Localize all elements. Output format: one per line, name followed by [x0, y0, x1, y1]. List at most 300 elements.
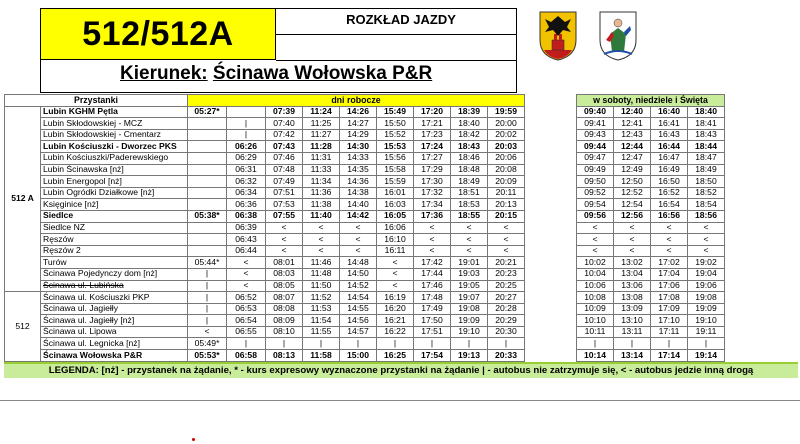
weekend-time: 16:44 — [651, 141, 688, 153]
weekend-time: < — [651, 234, 688, 246]
weekend-time: 09:54 — [577, 199, 614, 211]
weekend-time: 18:47 — [688, 152, 725, 164]
table-row — [5, 106, 725, 118]
weekday-time: 11:40 — [303, 210, 340, 222]
weekday-time: 14:50 — [340, 268, 377, 280]
weekday-time: 14:57 — [340, 326, 377, 338]
weekend-time: < — [614, 234, 651, 246]
weekday-time: 20:02 — [488, 129, 525, 141]
weekend-time: 17:08 — [651, 292, 688, 304]
weekend-time: 19:10 — [688, 315, 725, 327]
weekday-time: < — [340, 222, 377, 234]
weekday-time: 14:52 — [340, 280, 377, 292]
stop-name: Lubin Kościuszki - Dworzec PKS — [41, 141, 188, 153]
weekday-time: 06:55 — [227, 326, 266, 338]
weekday-time: 17:32 — [414, 187, 451, 199]
weekday-time: 17:54 — [414, 350, 451, 362]
weekday-time: 11:58 — [303, 350, 340, 362]
weekday-time: < — [227, 280, 266, 292]
stops-header: Przystanki — [5, 95, 188, 107]
weekday-time: 20:29 — [488, 315, 525, 327]
weekday-time: 20:06 — [488, 152, 525, 164]
weekday-time: < — [227, 257, 266, 269]
weekday-time: < — [303, 234, 340, 246]
weekday-time: 11:55 — [303, 326, 340, 338]
weekday-time: 14:35 — [340, 164, 377, 176]
weekday-time: 07:51 — [266, 187, 303, 199]
gap-cell — [525, 222, 577, 234]
table-row — [5, 292, 725, 304]
weekday-time: 06:52 — [227, 292, 266, 304]
weekday-time: 07:55 — [266, 210, 303, 222]
weekday-time — [188, 176, 227, 188]
weekend-time: | — [651, 338, 688, 350]
weekday-time: 17:21 — [414, 118, 451, 130]
table-row — [5, 118, 725, 130]
weekday-time: 18:55 — [451, 210, 488, 222]
red-dot — [192, 438, 195, 441]
weekday-time: 16:11 — [377, 245, 414, 257]
weekday-time — [188, 118, 227, 130]
table-row — [5, 187, 725, 199]
weekday-time: 20:08 — [488, 164, 525, 176]
table-row — [5, 176, 725, 188]
weekday-time: 07:43 — [266, 141, 303, 153]
weekday-time: 18:43 — [451, 141, 488, 153]
weekday-time: 15:59 — [377, 176, 414, 188]
gap-cell — [525, 176, 577, 188]
gap-cell — [525, 268, 577, 280]
weekday-time: 16:19 — [377, 292, 414, 304]
weekday-time: 06:54 — [227, 315, 266, 327]
weekday-time: 06:26 — [227, 141, 266, 153]
weekday-time: < — [377, 280, 414, 292]
weekend-time: 17:09 — [651, 303, 688, 315]
weekday-time: 08:08 — [266, 303, 303, 315]
weekend-time: 17:10 — [651, 315, 688, 327]
weekday-time: < — [488, 234, 525, 246]
weekday-time: | — [188, 268, 227, 280]
weekend-time: 09:41 — [577, 118, 614, 130]
weekday-time: < — [303, 222, 340, 234]
weekday-time: < — [377, 257, 414, 269]
gap-cell — [525, 350, 577, 362]
weekday-time: 16:25 — [377, 350, 414, 362]
weekday-time: 06:43 — [227, 234, 266, 246]
weekday-time: | — [227, 338, 266, 350]
weekend-time: | — [577, 338, 614, 350]
weekend-time: 16:43 — [651, 129, 688, 141]
weekday-time: 17:23 — [414, 129, 451, 141]
weekday-time: 11:52 — [303, 292, 340, 304]
weekday-time: | — [188, 315, 227, 327]
table-row — [5, 315, 725, 327]
weekend-time: 10:08 — [577, 292, 614, 304]
gap-cell — [525, 152, 577, 164]
table-row — [5, 222, 725, 234]
weekend-header: w soboty, niedziele i Święta — [577, 95, 725, 107]
weekday-time: 20:25 — [488, 280, 525, 292]
weekday-time — [188, 245, 227, 257]
weekday-time: 15:52 — [377, 129, 414, 141]
weekday-time: | — [451, 338, 488, 350]
weekday-time: | — [377, 338, 414, 350]
weekday-time: < — [451, 245, 488, 257]
weekday-time: | — [188, 280, 227, 292]
weekday-time: < — [188, 326, 227, 338]
weekday-time: 18:49 — [451, 176, 488, 188]
weekend-time: 16:41 — [651, 118, 688, 130]
stop-name: Ręszów 2 — [41, 245, 188, 257]
weekday-time: < — [414, 245, 451, 257]
header-line-low — [276, 60, 516, 61]
weekend-time: 13:04 — [614, 268, 651, 280]
weekday-time: 14:36 — [340, 176, 377, 188]
weekday-time: 06:58 — [227, 350, 266, 362]
weekend-time: 16:49 — [651, 164, 688, 176]
gap-cell — [525, 245, 577, 257]
weekday-header: dni robocze — [188, 95, 525, 107]
weekend-time: 18:54 — [688, 199, 725, 211]
weekday-time: 17:36 — [414, 210, 451, 222]
weekend-time: < — [651, 222, 688, 234]
weekday-time — [188, 187, 227, 199]
weekend-time: 13:09 — [614, 303, 651, 315]
weekend-time: 13:14 — [614, 350, 651, 362]
weekend-time: 17:06 — [651, 280, 688, 292]
weekend-time: 12:47 — [614, 152, 651, 164]
weekday-time: 06:39 — [227, 222, 266, 234]
stop-name: Ścinawa ul. Jagiełły [nż] — [41, 315, 188, 327]
weekday-time: 20:00 — [488, 118, 525, 130]
stop-name: Ścinawa ul. Legnicka [nż] — [41, 338, 188, 350]
stop-name: Ścinawa ul. Lubińska — [41, 280, 188, 292]
weekday-time: 08:01 — [266, 257, 303, 269]
weekday-time: < — [451, 234, 488, 246]
weekday-time: 11:50 — [303, 280, 340, 292]
weekday-time: 16:10 — [377, 234, 414, 246]
weekday-time: 18:39 — [451, 106, 488, 118]
weekday-time: 16:20 — [377, 303, 414, 315]
stop-name: Turów — [41, 257, 188, 269]
weekend-time: 17:02 — [651, 257, 688, 269]
direction-value: Ścinawa Wołowska P&R — [212, 63, 433, 84]
weekend-time: 09:44 — [577, 141, 614, 153]
weekday-time: 08:09 — [266, 315, 303, 327]
stop-name: Ścinawa ul. Jagiełły — [41, 303, 188, 315]
weekday-time: 11:25 — [303, 118, 340, 130]
weekday-time: 06:53 — [227, 303, 266, 315]
table-row — [5, 245, 725, 257]
weekday-time: < — [227, 268, 266, 280]
weekend-time: 16:40 — [651, 106, 688, 118]
weekday-time: < — [266, 234, 303, 246]
table-row — [5, 268, 725, 280]
weekday-time: 16:05 — [377, 210, 414, 222]
weekday-time: 19:05 — [451, 280, 488, 292]
weekday-time: 08:10 — [266, 326, 303, 338]
stop-name: Lubin Kościuszki/Paderewskiego — [41, 152, 188, 164]
weekend-time: < — [577, 245, 614, 257]
weekday-time: 08:05 — [266, 280, 303, 292]
weekday-time: 11:34 — [303, 176, 340, 188]
weekday-time: 05:27* — [188, 106, 227, 118]
weekday-time: 17:29 — [414, 164, 451, 176]
weekday-time: 19:13 — [451, 350, 488, 362]
stop-name: Siedlce — [41, 210, 188, 222]
weekday-time: 19:10 — [451, 326, 488, 338]
weekday-time: 11:54 — [303, 315, 340, 327]
weekday-time: 11:24 — [303, 106, 340, 118]
weekday-time: 14:56 — [340, 315, 377, 327]
weekday-time: 19:07 — [451, 292, 488, 304]
weekend-time: 19:14 — [688, 350, 725, 362]
weekday-time: 18:40 — [451, 118, 488, 130]
table-row — [5, 350, 725, 362]
table-row — [5, 199, 725, 211]
weekend-time: < — [688, 245, 725, 257]
weekday-time: 14:26 — [340, 106, 377, 118]
weekday-time: 20:33 — [488, 350, 525, 362]
weekday-time: 18:53 — [451, 199, 488, 211]
weekend-time: 18:52 — [688, 187, 725, 199]
weekday-time: 07:39 — [266, 106, 303, 118]
weekday-time: 11:27 — [303, 129, 340, 141]
weekday-time: 11:53 — [303, 303, 340, 315]
weekday-time: 07:53 — [266, 199, 303, 211]
weekend-time: 13:11 — [614, 326, 651, 338]
weekday-time: 20:30 — [488, 326, 525, 338]
weekday-time: 05:53* — [188, 350, 227, 362]
gap-cell — [525, 257, 577, 269]
weekday-time: 17:42 — [414, 257, 451, 269]
weekend-time: 09:50 — [577, 176, 614, 188]
weekend-time: 19:08 — [688, 292, 725, 304]
weekday-time: 17:34 — [414, 199, 451, 211]
timetable — [4, 94, 725, 362]
weekday-time: | — [227, 129, 266, 141]
weekend-time: 18:56 — [688, 210, 725, 222]
weekday-time: 20:21 — [488, 257, 525, 269]
header-line-left — [40, 60, 41, 92]
stop-name: Ścinawa ul. Kościuszki PKP — [41, 292, 188, 304]
gap-cell — [525, 338, 577, 350]
weekend-time: 10:11 — [577, 326, 614, 338]
weekend-time: 19:02 — [688, 257, 725, 269]
weekday-time: 15:00 — [340, 350, 377, 362]
weekend-time: 12:41 — [614, 118, 651, 130]
stop-name: Ścinawa ul. Lipowa — [41, 326, 188, 338]
bottom-divider — [0, 400, 800, 401]
weekend-time: 16:50 — [651, 176, 688, 188]
weekend-time: 10:06 — [577, 280, 614, 292]
weekday-time: 07:46 — [266, 152, 303, 164]
stop-name: Ścinawa Pojedynczy dom [nż] — [41, 268, 188, 280]
weekday-time: 16:06 — [377, 222, 414, 234]
weekend-time: 17:04 — [651, 268, 688, 280]
weekday-time: 20:15 — [488, 210, 525, 222]
weekday-time: < — [488, 245, 525, 257]
gap-cell — [525, 234, 577, 246]
weekday-time: < — [266, 222, 303, 234]
gap-cell — [525, 118, 577, 130]
table-row — [5, 129, 725, 141]
weekday-time: 20:23 — [488, 268, 525, 280]
weekend-time: 12:56 — [614, 210, 651, 222]
stop-name: Lubin Skłodowskiej - MCZ — [41, 118, 188, 130]
weekend-time: 12:40 — [614, 106, 651, 118]
weekend-time: < — [614, 245, 651, 257]
gap-cell — [525, 210, 577, 222]
lubin-coat-of-arms-icon — [538, 10, 578, 62]
weekday-time: < — [414, 234, 451, 246]
table-row — [5, 141, 725, 153]
weekday-time: 11:48 — [303, 268, 340, 280]
gap-cell — [525, 95, 577, 107]
weekday-time: 06:29 — [227, 152, 266, 164]
weekday-time: < — [451, 222, 488, 234]
weekend-time: 12:50 — [614, 176, 651, 188]
table-row — [5, 257, 725, 269]
table-row — [5, 210, 725, 222]
weekday-time: 06:32 — [227, 176, 266, 188]
weekday-time: 14:30 — [340, 141, 377, 153]
weekend-time: 09:49 — [577, 164, 614, 176]
stop-name: Ręszów — [41, 234, 188, 246]
weekday-time: < — [340, 245, 377, 257]
header-line-top — [276, 8, 516, 9]
weekday-time: 11:31 — [303, 152, 340, 164]
gap-cell — [525, 129, 577, 141]
weekend-time: 16:54 — [651, 199, 688, 211]
weekend-time: < — [614, 222, 651, 234]
weekday-time: 11:36 — [303, 187, 340, 199]
weekday-time: 17:27 — [414, 152, 451, 164]
weekend-time: 17:14 — [651, 350, 688, 362]
table-row — [5, 164, 725, 176]
weekday-time — [188, 234, 227, 246]
stop-name: Siedlce NZ — [41, 222, 188, 234]
weekday-time: 16:22 — [377, 326, 414, 338]
weekday-time: | — [227, 118, 266, 130]
weekday-time: 18:48 — [451, 164, 488, 176]
weekend-time: 12:44 — [614, 141, 651, 153]
weekday-time: 14:38 — [340, 187, 377, 199]
stop-name: Lubin Skłodowskiej - Cmentarz — [41, 129, 188, 141]
weekday-time: 14:48 — [340, 257, 377, 269]
weekday-time: 14:40 — [340, 199, 377, 211]
weekday-time: 15:49 — [377, 106, 414, 118]
weekday-time — [188, 141, 227, 153]
weekday-time: 17:51 — [414, 326, 451, 338]
weekend-time: 12:49 — [614, 164, 651, 176]
weekday-time: 06:44 — [227, 245, 266, 257]
weekend-time: 09:40 — [577, 106, 614, 118]
table-row — [5, 326, 725, 338]
route-number: 512/512A — [40, 8, 276, 60]
weekday-time: 15:53 — [377, 141, 414, 153]
line-group-label: 512 — [5, 292, 41, 362]
weekend-time: 10:10 — [577, 315, 614, 327]
weekday-time: 05:49* — [188, 338, 227, 350]
gap-cell — [525, 187, 577, 199]
weekend-time: 09:47 — [577, 152, 614, 164]
weekday-time: 11:46 — [303, 257, 340, 269]
weekday-time: 08:07 — [266, 292, 303, 304]
weekend-time: 12:54 — [614, 199, 651, 211]
weekday-time: < — [414, 222, 451, 234]
weekday-time: 06:38 — [227, 210, 266, 222]
table-row — [5, 234, 725, 246]
weekday-time: < — [340, 234, 377, 246]
weekend-time: 18:49 — [688, 164, 725, 176]
gap-cell — [525, 199, 577, 211]
weekday-time: | — [488, 338, 525, 350]
weekday-time: 19:08 — [451, 303, 488, 315]
weekday-time: 20:27 — [488, 292, 525, 304]
weekend-time: 16:52 — [651, 187, 688, 199]
weekday-time: 17:46 — [414, 280, 451, 292]
weekend-time: 18:43 — [688, 129, 725, 141]
weekday-time: | — [414, 338, 451, 350]
weekend-time: 18:44 — [688, 141, 725, 153]
weekday-time — [188, 222, 227, 234]
weekday-time: 07:48 — [266, 164, 303, 176]
stop-name: Lubin KGHM Pętla — [41, 106, 188, 118]
weekend-time: 17:11 — [651, 326, 688, 338]
weekday-time: 17:48 — [414, 292, 451, 304]
direction — [120, 63, 432, 85]
weekday-time: 17:50 — [414, 315, 451, 327]
weekday-time: 14:42 — [340, 210, 377, 222]
weekend-time: 19:06 — [688, 280, 725, 292]
gap-cell — [525, 292, 577, 304]
legend: LEGENDA: [nż] - przystanek na żądanie, * - kurs expresowy wyznaczone przystanki na żądanie | - autobus nie zatrzymuje się, < - autobus jedzie inną drogą — [4, 362, 798, 378]
page-title: ROZKŁAD JAZDY — [346, 12, 456, 27]
weekday-time — [188, 199, 227, 211]
weekend-time: < — [577, 234, 614, 246]
header-line-mid — [276, 34, 516, 35]
weekday-time: 05:44* — [188, 257, 227, 269]
line-group-label: 512 A — [5, 106, 41, 292]
weekday-time: 15:50 — [377, 118, 414, 130]
weekday-time: 14:55 — [340, 303, 377, 315]
weekday-time: 07:49 — [266, 176, 303, 188]
weekday-time: 18:42 — [451, 129, 488, 141]
weekend-time: 13:08 — [614, 292, 651, 304]
weekday-time: 19:59 — [488, 106, 525, 118]
scinawa-coat-of-arms-icon — [598, 10, 638, 62]
weekend-time: 19:11 — [688, 326, 725, 338]
weekday-time: 17:24 — [414, 141, 451, 153]
weekday-time: 14:29 — [340, 129, 377, 141]
weekend-time: 09:56 — [577, 210, 614, 222]
weekend-time: 09:52 — [577, 187, 614, 199]
weekend-time: 19:09 — [688, 303, 725, 315]
weekend-time: < — [688, 222, 725, 234]
weekend-time: 18:41 — [688, 118, 725, 130]
weekday-time: 07:40 — [266, 118, 303, 130]
weekday-time — [188, 129, 227, 141]
weekday-time: 16:21 — [377, 315, 414, 327]
weekday-time: 19:09 — [451, 315, 488, 327]
weekday-time: 06:31 — [227, 164, 266, 176]
weekend-time: 13:10 — [614, 315, 651, 327]
weekday-time: 20:13 — [488, 199, 525, 211]
weekend-time: < — [688, 234, 725, 246]
weekday-time: 17:49 — [414, 303, 451, 315]
weekday-time — [188, 152, 227, 164]
